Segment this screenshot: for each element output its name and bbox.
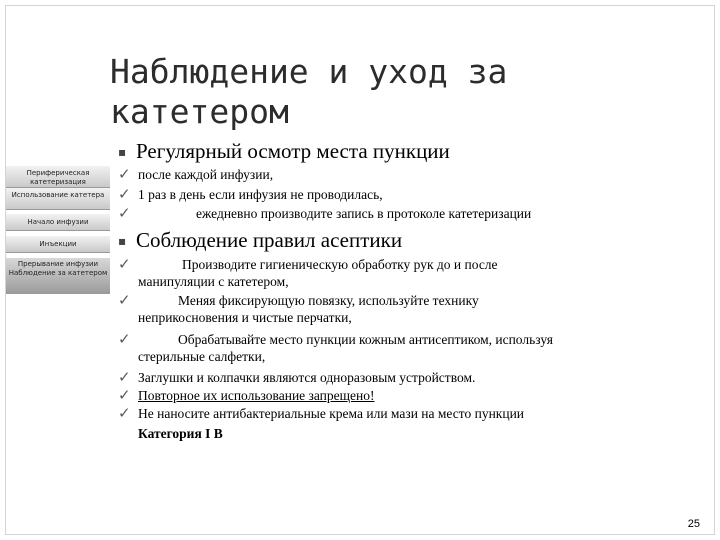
nav-item-infusion-start[interactable]: Начало инфузии bbox=[6, 214, 110, 231]
nav-item-catheter-use[interactable]: Использование катетера bbox=[6, 188, 110, 210]
section-heading-asepsis: ▪ Соблюдение правил асептики bbox=[118, 228, 403, 252]
list-item: ✓ ежедневно производите запись в протоколе катетеризации bbox=[118, 204, 532, 222]
checkmark-icon: ✓ bbox=[118, 165, 131, 183]
nav-item-infusion-interruption[interactable]: Прерывание инфузии Наблюдение за катетером bbox=[6, 258, 110, 294]
list-item-continuation: манипуляции с катетером, bbox=[138, 274, 289, 289]
nav-item-injections[interactable]: Инъекции bbox=[6, 236, 110, 253]
square-bullet-icon: ▪ bbox=[118, 234, 127, 248]
checkmark-icon: ✓ bbox=[118, 255, 131, 273]
section-heading-inspection: ▪ Регулярный осмотр места пункции bbox=[118, 139, 450, 163]
checkmark-icon: ✓ bbox=[118, 404, 131, 422]
list-item: ✓ после каждой инфузии, bbox=[118, 165, 274, 183]
list-item-continuation: стерильные салфетки, bbox=[138, 349, 266, 364]
list-item: ✓ Обрабатывайте место пункции кожным антисептиком, используя bbox=[118, 330, 553, 348]
checkmark-icon: ✓ bbox=[118, 204, 131, 222]
checkmark-icon: ✓ bbox=[118, 368, 131, 386]
list-item: ✓ Не наносите антибактериальные крема или мази на место пункции bbox=[118, 404, 525, 422]
slide-title: Наблюдение и уход за катетером bbox=[110, 52, 508, 131]
page-number: 25 bbox=[687, 518, 700, 530]
list-item-continuation: неприкосновения и чистые перчатки, bbox=[138, 310, 352, 325]
checkmark-icon: ✓ bbox=[118, 386, 131, 404]
list-item: ✓ Меняя фиксирующую повязку, используйте технику bbox=[118, 291, 479, 309]
checkmark-icon: ✓ bbox=[118, 185, 131, 203]
checkmark-icon: ✓ bbox=[118, 291, 131, 309]
checkmark-icon: ✓ bbox=[118, 330, 131, 348]
list-item: ✓ Заглушки и колпачки являются одноразовым устройством. bbox=[118, 368, 476, 386]
list-item: ✓ Повторное их использование запрещено! bbox=[118, 386, 375, 404]
nav-item-peripheral-catheterization[interactable]: Периферическая катетеризация bbox=[6, 166, 110, 188]
square-bullet-icon: ▪ bbox=[118, 145, 127, 159]
list-item: ✓ Производите гигиеническую обработку рук до и после bbox=[118, 255, 498, 273]
list-item: ✓ 1 раз в день если инфузия не проводилась, bbox=[118, 185, 383, 203]
side-navigation bbox=[6, 166, 110, 294]
category-label: Категория I B bbox=[138, 426, 223, 441]
